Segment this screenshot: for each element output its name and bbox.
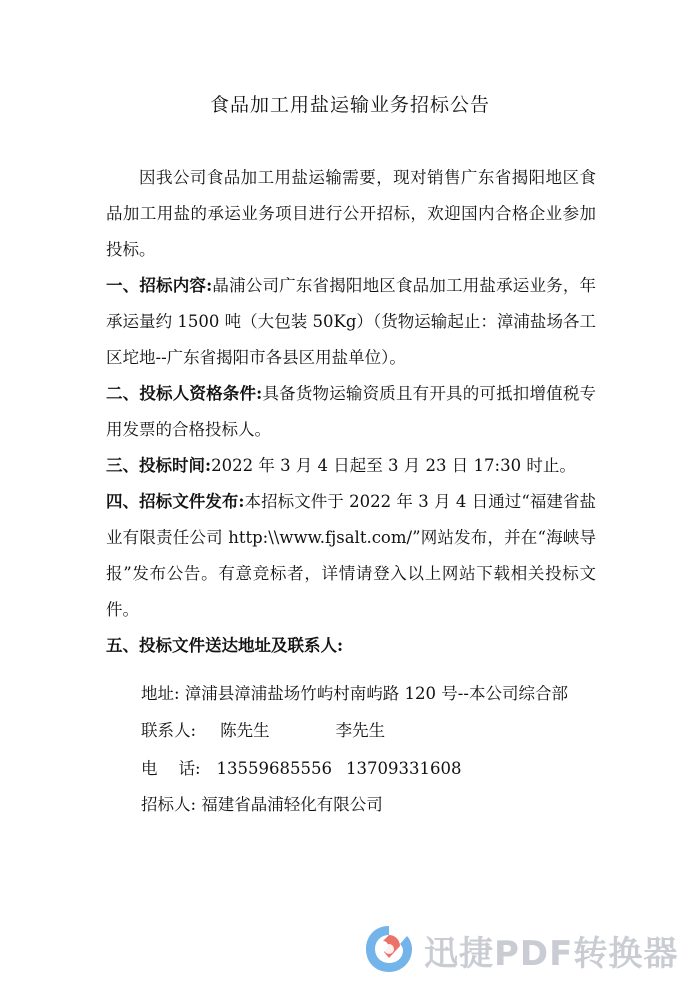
section-2 (106, 376, 596, 448)
contact-person-1: 陈先生 (220, 721, 270, 740)
section-5 (106, 628, 596, 664)
section-3-heading: 三、投标时间: (106, 456, 212, 475)
phone-number-2: 13709331608 (346, 759, 462, 778)
intro-paragraph: 因我公司食品加工用盐运输需要，现对销售广东省揭阳地区食品加工用盐的承运业务项目进行公开招标，欢迎国内合格企业参加投标。 (106, 168, 596, 259)
section-1 (106, 268, 596, 376)
phone-number-1: 13559685556 (216, 759, 333, 778)
section-3 (106, 448, 596, 484)
contact-person-2: 李先生 (335, 721, 386, 740)
section-4-text: 本招标文件于 2022 年 3 月 4 日通过“福建省盐业有限责任公司 http:\\www.fjsalt.com/”网站发布，并在“海峡导报”发布公告。有意竞标者，详情请登入以上网站下载相关投标文件。 (106, 492, 596, 619)
pdf-converter-logo-icon (362, 922, 416, 976)
section-5-heading: 五、投标文件送达地址及联系人: (106, 636, 344, 655)
bidder-line: 招标人: 福建省晶浦轻化有限公司 (141, 795, 383, 814)
document-body (106, 160, 596, 664)
section-2-text: 具备货物运输资质且有开具的可抵扣增值税专用发票的合格投标人。 (106, 384, 597, 439)
phone-label: 电 话: (141, 759, 201, 778)
section-3-text: 2022 年 3 月 4 日起至 3 月 23 日 17:30 时止。 (211, 456, 576, 475)
watermark-text: 迅捷PDF转换器 (424, 934, 679, 974)
phone-line (141, 751, 462, 787)
contact-label: 联系人: (141, 721, 197, 740)
section-1-heading: 一、招标内容: (106, 276, 213, 295)
section-2-heading: 二、投标人资格条件: (106, 384, 263, 403)
contact-line (141, 713, 385, 749)
section-1-text: 晶浦公司广东省揭阳地区食品加工用盐承运业务，年承运量约 1500 吨（大包装 50Kg）（货物运输起止：漳浦盐场各工区坨地--广东省揭阳市各县区用盐单位）。 (106, 276, 597, 367)
page-title: 食品加工用盐运输业务招标公告 (209, 94, 490, 116)
section-4 (106, 484, 596, 628)
address-line: 地址: 漳浦县漳浦盐场竹屿村南屿路 120 号--本公司综合部 (141, 684, 568, 703)
watermark (362, 918, 692, 978)
section-4-heading: 四、招标文件发布: (106, 492, 245, 511)
